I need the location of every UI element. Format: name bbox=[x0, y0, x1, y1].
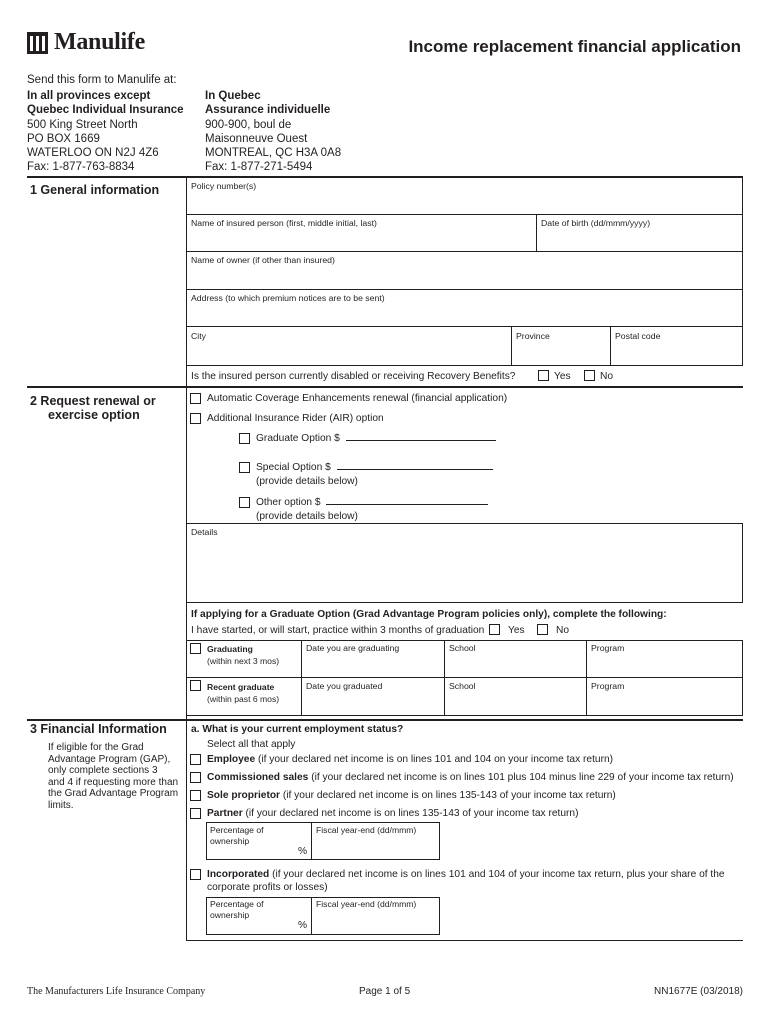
special-option-note: (provide details below) bbox=[256, 476, 358, 487]
partner-pct-line1: Percentage of bbox=[210, 825, 264, 835]
recent-graduate-checkbox[interactable] bbox=[190, 680, 201, 691]
manulife-logo bbox=[27, 29, 145, 56]
rule bbox=[186, 365, 743, 366]
postal-code-label: Postal code bbox=[615, 331, 661, 341]
graduating-label: Graduating bbox=[207, 644, 253, 654]
sole-desc: (if your declared net income is on lines 135-143 of your income tax return) bbox=[280, 790, 616, 801]
rule bbox=[444, 640, 445, 716]
logo-text: Manulife bbox=[54, 29, 145, 55]
special-option-text: Special Option $ bbox=[256, 462, 331, 473]
disabled-yes-label: Yes bbox=[554, 371, 571, 382]
date-graduated-label: Date you graduated bbox=[306, 681, 383, 691]
address-left-line1: In all provinces except bbox=[27, 90, 151, 102]
city-label: City bbox=[191, 331, 206, 341]
ace-renewal-checkbox[interactable] bbox=[190, 393, 201, 404]
address-label: Address (to which premium notices are to be sent) bbox=[191, 293, 385, 303]
incorporated-desc-line2: corporate profits or losses) bbox=[207, 882, 328, 893]
sole-proprietor-checkbox[interactable] bbox=[190, 790, 201, 801]
address-left-line5: WATERLOO ON N2J 4Z6 bbox=[27, 147, 159, 160]
rule bbox=[186, 715, 743, 716]
partner-title: Partner bbox=[207, 808, 243, 819]
disabled-yes-checkbox[interactable] bbox=[538, 370, 549, 381]
rule bbox=[186, 326, 743, 327]
section1-top-rule bbox=[27, 176, 743, 178]
address-right-line4: Maisonneuve Ouest bbox=[205, 132, 308, 145]
rule bbox=[742, 523, 743, 603]
employee-desc: (if your declared net income is on lines 101 and 104 on your income tax return) bbox=[255, 754, 614, 765]
rule bbox=[186, 251, 743, 252]
other-option-text: Other option $ bbox=[256, 497, 321, 508]
address-right-fax: Fax: 1-877-271-5494 bbox=[205, 161, 313, 174]
address-left-line2: Quebec Individual Insurance bbox=[27, 104, 184, 117]
rule bbox=[536, 214, 537, 252]
other-option-checkbox[interactable] bbox=[239, 497, 250, 508]
address-left-line4: PO BOX 1669 bbox=[27, 132, 100, 145]
sole-proprietor-label bbox=[207, 790, 616, 801]
commissioned-sales-label bbox=[207, 772, 734, 783]
rule bbox=[742, 640, 743, 716]
partner-label bbox=[207, 808, 578, 819]
partner-percentage-label bbox=[210, 825, 264, 847]
footer-company: The Manufacturers Life Insurance Company bbox=[27, 986, 206, 997]
recent-graduate-note: (within past 6 mos) bbox=[207, 694, 280, 704]
graduate-option-text: Graduate Option $ bbox=[256, 433, 340, 444]
rule bbox=[186, 677, 743, 678]
disabled-no-checkbox[interactable] bbox=[584, 370, 595, 381]
graduate-option-label bbox=[256, 433, 496, 444]
rule bbox=[186, 602, 743, 603]
section2-title-line2: exercise option bbox=[48, 408, 140, 422]
ace-renewal-label: Automatic Coverage Enhancements renewal (financial application) bbox=[207, 393, 508, 404]
grad-practice-no-checkbox[interactable] bbox=[537, 624, 548, 635]
footer-form-number: NN1677E (03/2018) bbox=[654, 986, 743, 997]
insured-name-label: Name of insured person (first, middle initial, last) bbox=[191, 218, 377, 228]
address-left bbox=[27, 89, 184, 175]
program-label: Program bbox=[591, 643, 625, 653]
incorporated-pct-line2: ownership bbox=[210, 910, 250, 920]
employee-label bbox=[207, 754, 613, 765]
province-label: Province bbox=[516, 331, 550, 341]
rule bbox=[586, 640, 587, 716]
section3-note-line3: only complete sections 3 bbox=[48, 765, 158, 776]
other-option-label bbox=[256, 497, 488, 508]
address-left-fax: Fax: 1-877-763-8834 bbox=[27, 161, 135, 174]
address-right-line5: MONTREAL, QC H3A 0A8 bbox=[205, 147, 342, 160]
grad-practice-no-label: No bbox=[556, 625, 570, 636]
graduate-amount-field[interactable] bbox=[346, 440, 496, 441]
commissioned-sales-checkbox[interactable] bbox=[190, 772, 201, 783]
section3-bottom-rule bbox=[186, 940, 743, 941]
policy-number-label: Policy number(s) bbox=[191, 181, 257, 191]
special-option-label bbox=[256, 462, 493, 473]
partner-checkbox[interactable] bbox=[190, 808, 201, 819]
section2-top-rule bbox=[27, 386, 743, 388]
incorporated-fiscal-label: Fiscal year-end (dd/mmm) bbox=[316, 899, 417, 909]
section2-title-line1: 2 Request renewal or bbox=[30, 394, 156, 408]
other-amount-field[interactable] bbox=[326, 504, 488, 505]
document-title: Income replacement financial application bbox=[408, 37, 741, 56]
incorporated-desc: (if your declared net income is on lines 101 and 104 of your income tax return, plus your share of the bbox=[269, 869, 725, 880]
partner-fiscal-label: Fiscal year-end (dd/mmm) bbox=[316, 825, 417, 835]
address-left-line3: 500 King Street North bbox=[27, 118, 138, 131]
select-all-note: Select all that apply bbox=[207, 739, 296, 750]
incorporated-label bbox=[207, 869, 725, 880]
commissioned-title: Commissioned sales bbox=[207, 772, 309, 783]
commissioned-desc: (if your declared net income is on lines 101 plus 104 minus line 229 of your income tax return) bbox=[308, 772, 734, 783]
rule bbox=[311, 897, 312, 935]
send-to-label: Send this form to Manulife at: bbox=[27, 74, 177, 86]
address-right bbox=[205, 89, 341, 175]
grad-practice-yes-checkbox[interactable] bbox=[489, 624, 500, 635]
address-right-line1: In Quebec bbox=[205, 90, 261, 102]
sole-title: Sole proprietor bbox=[207, 790, 281, 801]
incorporated-title: Incorporated bbox=[207, 869, 270, 880]
rule bbox=[610, 326, 611, 365]
special-option-checkbox[interactable] bbox=[239, 462, 250, 473]
graduate-option-checkbox[interactable] bbox=[239, 433, 250, 444]
incorporated-checkbox[interactable] bbox=[190, 869, 201, 880]
air-option-checkbox[interactable] bbox=[190, 413, 201, 424]
section1-title: 1 General information bbox=[30, 183, 160, 197]
rule bbox=[186, 640, 743, 641]
incorporated-percentage-label bbox=[210, 899, 264, 921]
air-option-label: Additional Insurance Rider (AIR) option bbox=[207, 413, 384, 424]
rule bbox=[186, 214, 743, 215]
special-amount-field[interactable] bbox=[337, 469, 493, 470]
partner-percent-sign: % bbox=[298, 846, 308, 857]
recent-graduate-label: Recent graduate bbox=[207, 682, 275, 692]
grad-practice-question: I have started, or will start, practice within 3 months of graduation bbox=[191, 625, 485, 636]
graduating-checkbox[interactable] bbox=[190, 643, 201, 654]
school-label: School bbox=[449, 643, 476, 653]
incorporated-pct-line1: Percentage of bbox=[210, 899, 264, 909]
employment-status-question: a. What is your current employment status? bbox=[191, 724, 404, 735]
other-option-note: (provide details below) bbox=[256, 511, 358, 522]
form-left-border bbox=[186, 176, 187, 941]
employee-title: Employee bbox=[207, 754, 256, 765]
section3-note-line5: the Grad Advantage Program bbox=[48, 788, 179, 799]
rule bbox=[311, 822, 312, 860]
incorporated-percent-sign: % bbox=[298, 920, 308, 931]
school-label-2: School bbox=[449, 681, 476, 691]
footer-page-number: Page 1 of 5 bbox=[359, 986, 411, 997]
section3-top-rule bbox=[27, 719, 743, 721]
section3-note-line2: Advantage Program (GAP), bbox=[48, 753, 171, 765]
graduating-note: (within next 3 mos) bbox=[207, 656, 280, 666]
program-label-2: Program bbox=[591, 681, 625, 691]
rule bbox=[186, 523, 743, 524]
address-right-line3: 900-900, boul de bbox=[205, 118, 292, 131]
partner-desc: (if your declared net income is on lines 135-143 of your income tax return) bbox=[242, 808, 579, 819]
address-right-line2: Assurance individuelle bbox=[205, 104, 331, 117]
section1-right-border bbox=[742, 176, 743, 366]
rule bbox=[186, 289, 743, 290]
partner-pct-line2: ownership bbox=[210, 836, 250, 846]
grad-practice-yes-label: Yes bbox=[508, 625, 525, 636]
section3-note-line4: and 4 if requesting more than bbox=[48, 776, 179, 788]
details-label: Details bbox=[191, 527, 218, 537]
section3-note-line1: If eligible for the Grad bbox=[48, 742, 144, 753]
section3-note-line6: limits. bbox=[48, 799, 74, 811]
disabled-question: Is the insured person currently disabled or receiving Recovery Benefits? bbox=[191, 371, 516, 382]
grad-heading: If applying for a Graduate Option (Grad Advantage Program policies only), complete the following: bbox=[191, 609, 667, 620]
disabled-no-label: No bbox=[600, 371, 614, 382]
employee-checkbox[interactable] bbox=[190, 754, 201, 765]
manulife-logo-icon bbox=[27, 32, 48, 54]
rule bbox=[301, 640, 302, 716]
date-graduating-label: Date you are graduating bbox=[306, 643, 400, 653]
rule bbox=[511, 326, 512, 365]
dob-label: Date of birth (dd/mmm/yyyy) bbox=[541, 218, 651, 228]
owner-name-label: Name of owner (if other than insured) bbox=[191, 255, 335, 265]
section3-title: 3 Financial Information bbox=[30, 722, 167, 736]
section3-note bbox=[48, 742, 178, 811]
